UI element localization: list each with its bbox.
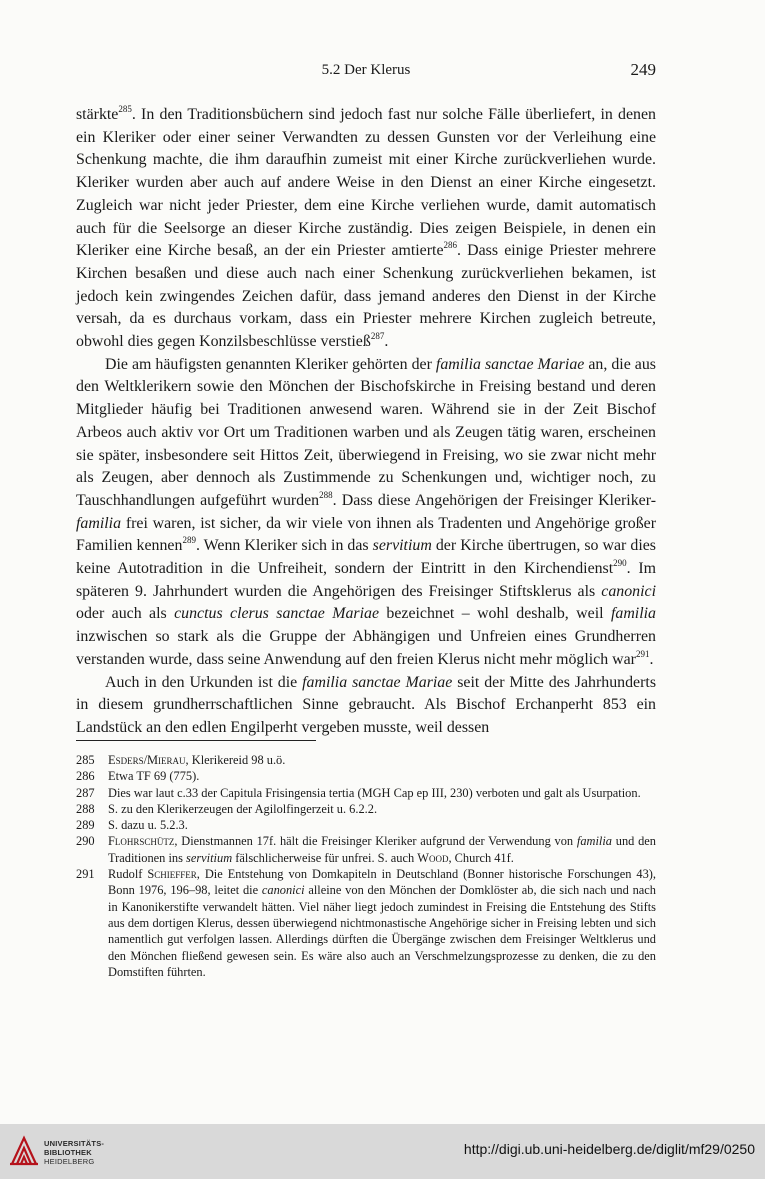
permalink-url[interactable]: http://digi.ub.uni-heidelberg.de/diglit/mf29/0250 — [463, 1141, 755, 1157]
footnote-number: 287 — [76, 785, 95, 800]
text-run: . — [384, 333, 389, 351]
text-run: Auch in den Urkunden ist die — [105, 673, 303, 691]
italic-term: familia — [576, 834, 612, 849]
text-run: und den Traditionen ins — [108, 834, 657, 865]
footnotes — [76, 752, 656, 980]
running-title: 5.2 Der Klerus — [321, 62, 411, 78]
logo-line: UNIVERSITÄTS- — [44, 1139, 105, 1148]
footnote-number: 290 — [76, 834, 95, 849]
footnote — [76, 801, 656, 817]
footnote-number: 291 — [76, 867, 95, 882]
italic-term: cunctus clerus sanctae Mariae — [174, 605, 379, 623]
paragraph — [76, 354, 656, 672]
text-run: S. zu den Klerikerzeugen der Agilolfingerzeit u. 6.2.2. — [108, 801, 378, 816]
author-name: Esders/Mierau — [108, 753, 186, 767]
page-number: 249 — [630, 60, 656, 79]
text-run: seit der Mitte des Jahrhunderts in diesem grundherrschaftlichen Sinne gebraucht. Als Bischof Erchanperht 853 ein Landstück an den edlen Engilperht vergeben musste, weil dessen — [76, 673, 657, 736]
footnote-text — [108, 866, 656, 980]
footnote-text — [108, 752, 656, 768]
footnote-ref[interactable]: 286 — [443, 239, 457, 250]
footnote-ref[interactable]: 290 — [613, 557, 627, 568]
page-header — [76, 60, 656, 84]
paragraph — [76, 104, 656, 354]
footnote — [76, 833, 656, 866]
logo-line: BIBLIOTHEK — [44, 1148, 92, 1157]
italic-term: familia — [610, 605, 656, 623]
footnote-text — [108, 833, 656, 866]
library-logo-icon — [8, 1134, 40, 1168]
footnote-text — [108, 801, 656, 817]
text-run: , Klerikereid 98 u.ö. — [185, 753, 286, 767]
footnote-text — [108, 785, 656, 801]
footnote-number: 289 — [76, 818, 95, 833]
text-run: , Dienstmannen 17f. hält die Freisinger Kleriker aufgrund der Verwendung von — [174, 834, 577, 849]
italic-term: servitium — [186, 850, 233, 865]
main-text — [76, 104, 656, 740]
text-run: , Die Entstehung von Domkapiteln in Deutschland (Bonner historische Forschungen 43), Bonn 1976, 196–98, leitet die — [108, 867, 656, 898]
italic-term: servitium — [372, 537, 432, 555]
footnote — [76, 866, 656, 980]
text-run: Rudolf — [108, 867, 148, 882]
text-run: . Wenn Kleriker sich in das — [195, 537, 373, 555]
library-logo[interactable] — [8, 1134, 128, 1170]
text-run: alleine von den Mönchen der Domklöster ab, die sich nach und nach in Kanonikerstifte verwandelt hätten. Viel näher liegt jedoch zumindest in Freising die Entstehung des Stifts aus dem dortigen Klerus, dessen überwiegend nichtmonastische Angehörige sicher in Freising lebten und sich namentlich gut verfolgen lassen. Allerdings dürften die Übergänge zwischen dem Freisinger Weltklerus und den Mönchen fließend gewesen sein. Es wäre also auch an Verschmelzungsprozesse zu denken, die zu den Domstiften führten. — [108, 883, 656, 979]
footnote-number: 285 — [76, 753, 95, 767]
text-run: . Im späteren 9. Jahrhundert wurden die Angehörigen des Freisinger Stiftsklerus als — [76, 560, 656, 600]
viewer-footer — [0, 1124, 765, 1179]
footnote — [76, 752, 656, 768]
text-run: Dies war laut c.33 der Capitula Frisingensia tertia (MGH Cap ep III, 230) verboten und galt als Usurpation. — [108, 785, 641, 800]
author-name: Flohrschütz — [108, 834, 175, 849]
footnote-ref[interactable]: 287 — [370, 330, 385, 341]
text-run: . Dass diese Angehörigen der Freisinger Kleriker- — [332, 491, 656, 509]
italic-term: familia sanctae Mariae — [302, 673, 453, 691]
footnote-ref[interactable]: 291 — [635, 648, 650, 659]
author-name: Wood — [417, 850, 449, 865]
text-run: fälschlicherweise für unfrei. S. auch — [232, 850, 418, 865]
italic-term: canonici — [601, 582, 656, 600]
footnote-text — [108, 817, 656, 833]
footnote — [76, 768, 656, 784]
text-run: , Church 41f. — [448, 850, 514, 865]
footnote-number: 288 — [76, 801, 95, 816]
text-run: Etwa TF 69 (775). — [108, 769, 200, 784]
library-logo-text — [44, 1139, 104, 1166]
footnote-ref[interactable]: 288 — [319, 489, 333, 500]
text-run: . — [649, 650, 654, 668]
text-run: stärkte — [76, 106, 119, 123]
text-run: der Kirche übertrugen, so war dies keine Autotradition in die Unfreiheit, sondern der Eintritt in den Kirchendienst — [76, 537, 656, 578]
text-run: oder auch als — [76, 605, 175, 623]
text-run: bezeichnet – wohl deshalb, weil — [379, 605, 611, 623]
footnote-ref[interactable]: 289 — [182, 535, 196, 546]
footnote-text — [108, 768, 656, 784]
text-run: . In den Traditionsbüchern sind jedoch fast nur solche Fälle überliefert, in denen ein Kleriker oder einer seiner Verwandten zu dessen Gunsten vor der Verleihung eine Schenkung machte, die ihm daraufhin zumeist mit einer Kirche zurückverliehen wurde. Kleriker wurden aber auch auf andere Weise in den Dienst an einer Kirche eingesetzt. Zugleich war nicht jeder Priester, dem eine Kirche verliehen wurde, damit automatisch auch für die Seelsorge an dieser Kirche zuständig. Dies zeigen Beispiele, in denen ein Kleriker eine Kirche besaß, an der ein Priester amtierte — [76, 106, 656, 260]
italic-term: canonici — [261, 883, 305, 898]
text-run: Die am häufigsten genannten Kleriker gehörten der — [105, 355, 436, 373]
paragraph — [76, 672, 656, 740]
text-run: inzwischen so stark als die Gruppe der Abhängigen und Unfreien eines Grundherren verstanden wurde, dass seine Anwendung auf den freien Klerus nicht mehr möglich war — [76, 628, 656, 668]
footnote-separator — [76, 740, 316, 741]
italic-term: familia sanctae Mariae — [435, 355, 585, 373]
footnote-number: 286 — [76, 769, 95, 784]
text-run: frei waren, ist sicher, da wir viele von ihnen als Tradenten und Angehörige großer Familien kennen — [76, 514, 656, 555]
text-run: an, die aus den Weltklerikern sowie den Mönchen der Bischofskirche in Freising bestand und deren Mitglieder häufig bei Traditionen anwesend waren. Während sie in der Zeit Bischof Arbeos auch aktiv vor Ort um Traditionen warben und als Zeugen tätig waren, erscheinen sie später, insbesondere seit Hittos Zeit, überwiegend in Freising, wo sie zwar nicht mehr als Zeugen, aber dennoch als Zustimmende zu Schenkungen und, wichtiger noch, zu Tauschhandlungen aufgeführt wurden — [76, 355, 656, 509]
footnote — [76, 817, 656, 833]
logo-line: HEIDELBERG — [44, 1157, 95, 1166]
author-name: Schieffer — [147, 867, 197, 882]
italic-term: familia — [76, 514, 122, 532]
footnote-ref[interactable]: 285 — [118, 103, 132, 114]
text-run: S. dazu u. 5.2.3. — [108, 818, 188, 833]
footnote — [76, 785, 656, 801]
text-run: . Dass einige Priester mehrere Kirchen besaßen und diese auch nach einer Schenkung zurückverliehen bekamen, ist jedoch kein zwingendes Zeichen dafür, dass jemand anderes den Dienst in der Kirche versah, da es durchaus vorkam, dass ein Priester mehrere Kirchen zugleich betreute, obwohl dies gegen Konzilsbeschlüsse verstieß — [76, 242, 656, 351]
